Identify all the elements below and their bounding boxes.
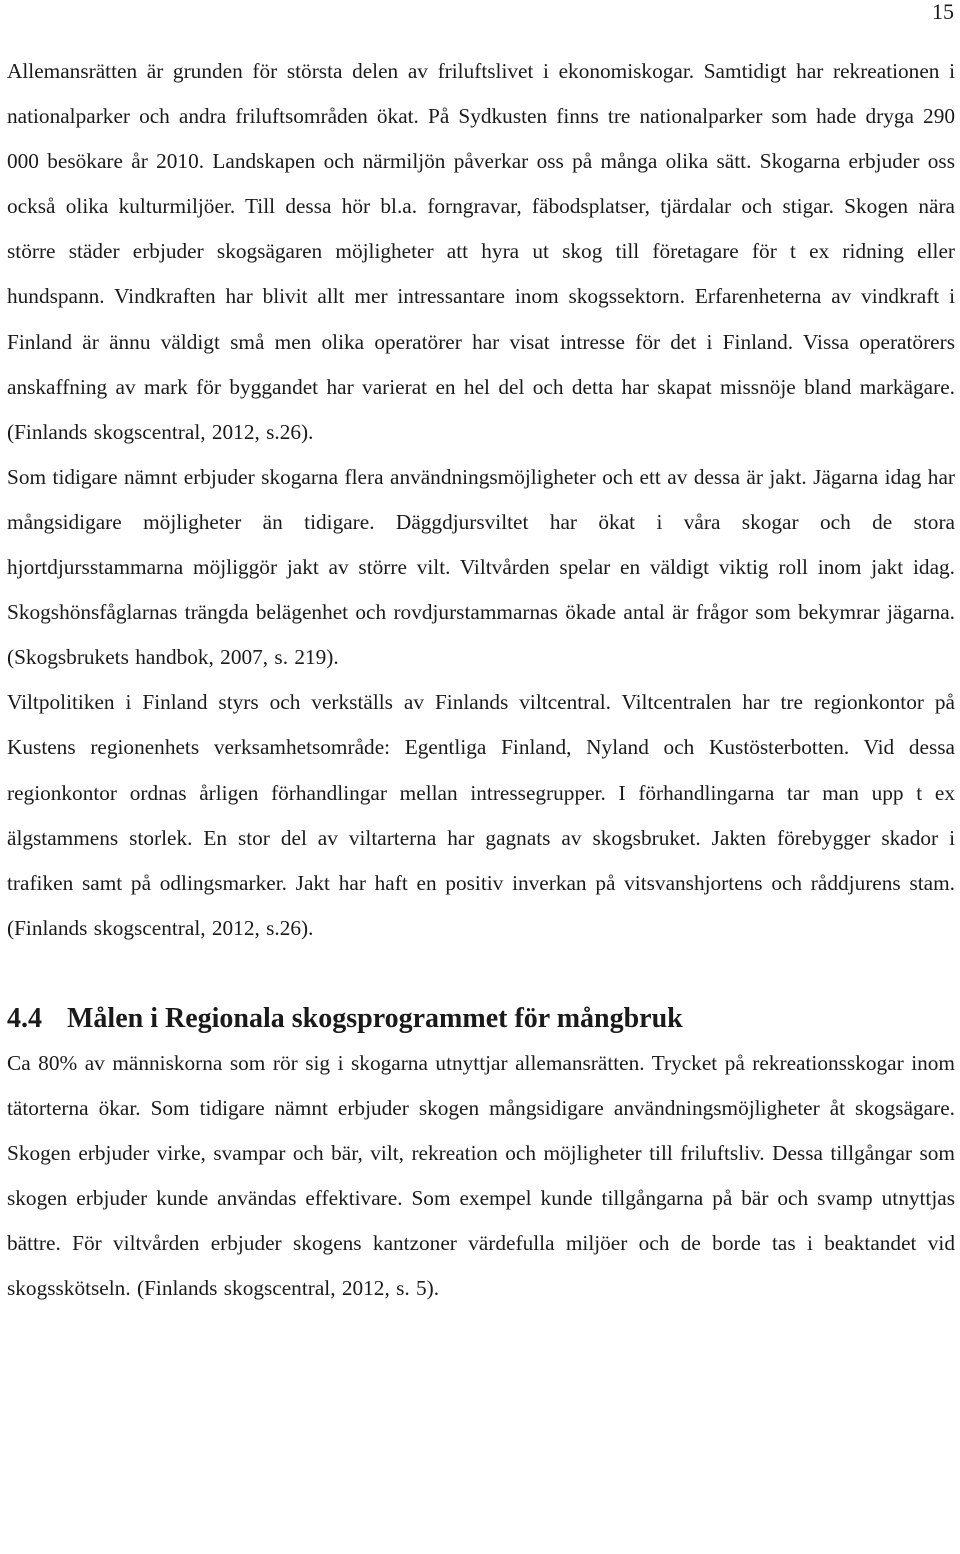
- page-number: 15: [932, 0, 954, 24]
- section-heading: [7, 997, 955, 1041]
- paragraph-malen: Ca 80% av människorna som rör sig i skogarna utnyttjar allemansrätten. Trycket på rekreationsskogar inom tätorterna ökar. Som tidigare nämnt erbjuder skogen mångsidigare användningsmöjligheter åt skogsägare. Skogen erbjuder virke, svampar och bär, vilt, rekreation och möjligheter till friluftsliv. Dessa tillgångar som skogen erbjuder kunde användas effektivare. Som exempel kunde tillgångarna på bär och svamp utnyttjas bättre. För viltvården erbjuder skogens kantzoner värdefulla miljöer och de borde tas i beaktandet vid skogsskötseln. (Finlands skogscentral, 2012, s. 5).: [7, 1050, 955, 1301]
- section-number: 4.4: [7, 1002, 42, 1034]
- paragraph-viltpolitik: Viltpolitiken i Finland styrs och verkställs av Finlands viltcentral. Viltcentralen har tre regionkontor på Kustens regionenhets verksamhetsområde: Egentliga Finland, Nyland och Kustösterbotten. Vid dessa regionkontor ordnas årligen förhandlingar mellan intressegrupper. I förhandlingarna tar man upp t ex älgstammens storlek. En stor del av viltarterna har gagnats av skogsbruket. Jakten förebygger skador i trafiken samt på odlingsmarker. Jakt har haft en positiv inverkan på vitsvanshjortens och råddjurens stam. (Finlands skogscentral, 2012, s.26).: [7, 690, 955, 940]
- paragraph-jakt: Som tidigare nämnt erbjuder skogarna flera användningsmöjligheter och ett av dessa är jakt. Jägarna idag har mångsidigare möjligheter än tidigare. Däggdjursviltet har ökat i våra skogar och de stora hjortdjursstammarna möjliggör jakt av större vilt. Viltvården spelar en väldigt viktig roll inom jakt idag. Skogshönsfåglarnas trängda belägenhet och rovdjurstammarnas ökade antal är frågor som bekymrar jägarna. (Skogsbrukets handbok, 2007, s. 219).: [7, 464, 955, 670]
- paragraph-allemansratten: Allemansrätten är grunden för största delen av friluftslivet i ekonomiskogar. Samtidigt har rekreationen i nationalparker och andra friluftsområden ökat. På Sydkusten finns tre nationalparker som hade dryga 290 000 besökare år 2010. Landskapen och närmiljön påverkar oss på många olika sätt. Skogarna erbjuder oss också olika kulturmiljöer. Till dessa hör bl.a. forngravar, fäbodsplatser, tjärdalar och stigar. Skogen nära större städer erbjuder skogsägaren möjligheter att hyra ut skog till företagare för t ex ridning eller hundspann. Vindkraften har blivit allt mer intressantare inom skogssektorn. Erfarenheterna av vindkraft i Finland är ännu väldigt små men olika operatörer har visat intresse för det i Finland. Vissa operatörers anskaffning av mark för byggandet har varierat en hel del och detta har skapat missnöje bland markägare. (Finlands skogscentral, 2012, s.26).: [7, 59, 955, 444]
- document-body: [7, 49, 955, 1311]
- section-title: Målen i Regionala skogsprogrammet för mångbruk: [67, 1002, 683, 1034]
